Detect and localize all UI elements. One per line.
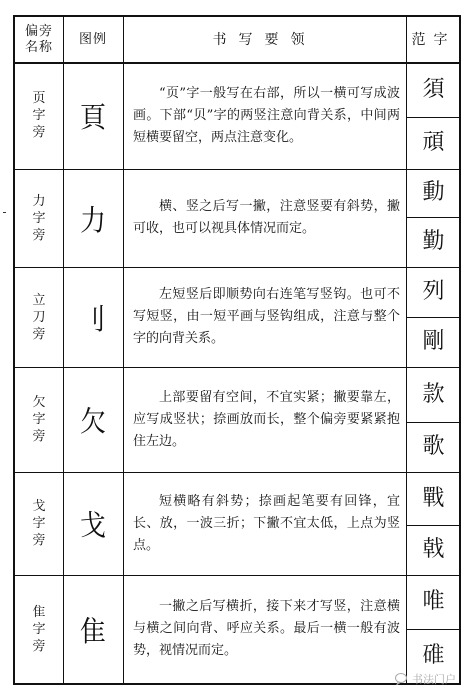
radical-example: 頁 bbox=[79, 101, 106, 135]
writing-guide: 一撇之后写横折，接下来才写竖，注意横与横之间向背、呼应关系。最后一横一般有波势，视情况而定。 bbox=[133, 599, 400, 658]
watermark bbox=[395, 671, 456, 687]
radical-name: 戈字旁 bbox=[32, 499, 46, 548]
header-guide: 书写要领 bbox=[212, 31, 317, 48]
radical-name: 页字旁 bbox=[32, 91, 46, 140]
chat-bubble-icon bbox=[395, 673, 409, 685]
sample-character: 戟 bbox=[422, 537, 445, 562]
sample-character: 碓 bbox=[422, 643, 445, 668]
sample-character: 列 bbox=[422, 279, 445, 304]
radical-name: 欠字旁 bbox=[32, 395, 46, 444]
writing-guide: 上部要留有空间，不宜实紧；撇要靠左，应写成竖状；捺画放而长，整个偏旁要紧紧抱住左边。 bbox=[133, 389, 400, 449]
radical-example: 力 bbox=[79, 204, 106, 238]
sample-character: 款 bbox=[422, 381, 445, 407]
radical-example: 隹 bbox=[79, 615, 106, 649]
watermark-text: 书法门户 bbox=[412, 673, 456, 686]
writing-guide: 短横略有斜势；捺画起笔要有回锋，宜长、放，一波三折；下撇不宜太低，上点为竖点。 bbox=[133, 493, 400, 553]
header-sample: 范字 bbox=[411, 31, 456, 48]
writing-guide: 横、竖之后写一撇，注意竖要有斜势，撇可收，也可以视具体情况而定。 bbox=[133, 199, 400, 236]
radical-example: 戈 bbox=[79, 509, 106, 543]
sample-character: 須 bbox=[422, 76, 445, 102]
radical-name: 立刀旁 bbox=[32, 292, 46, 342]
writing-guide: “页”字一般写在右部，所以一横可写成波画。下部“贝”字的两竖注意向背关系，中间两短横要留空，两点注意变化。 bbox=[133, 85, 400, 145]
sample-character: 頑 bbox=[422, 130, 445, 155]
sample-character: 戰 bbox=[422, 485, 445, 511]
radical-example: 刂 bbox=[79, 303, 106, 337]
radical-name: 力字旁 bbox=[32, 193, 46, 243]
sample-character: 動 bbox=[422, 180, 445, 205]
radical-example: 欠 bbox=[79, 405, 106, 439]
sample-character: 勤 bbox=[422, 229, 445, 254]
sample-character: 唯 bbox=[422, 589, 445, 614]
header-example: 图例 bbox=[78, 31, 107, 47]
sample-character: 剛 bbox=[422, 329, 445, 354]
sample-character: 歌 bbox=[422, 434, 445, 459]
radical-guide-table bbox=[13, 15, 461, 685]
header-radical: 偏旁名称 bbox=[24, 23, 53, 55]
radical-name: 隹字旁 bbox=[32, 604, 46, 654]
writing-guide: 左短竖后即顺势向右连笔写竖钩。也可不写短竖，由一短平画与竖钩组成，注意与整个字的向背关系。 bbox=[133, 287, 400, 346]
